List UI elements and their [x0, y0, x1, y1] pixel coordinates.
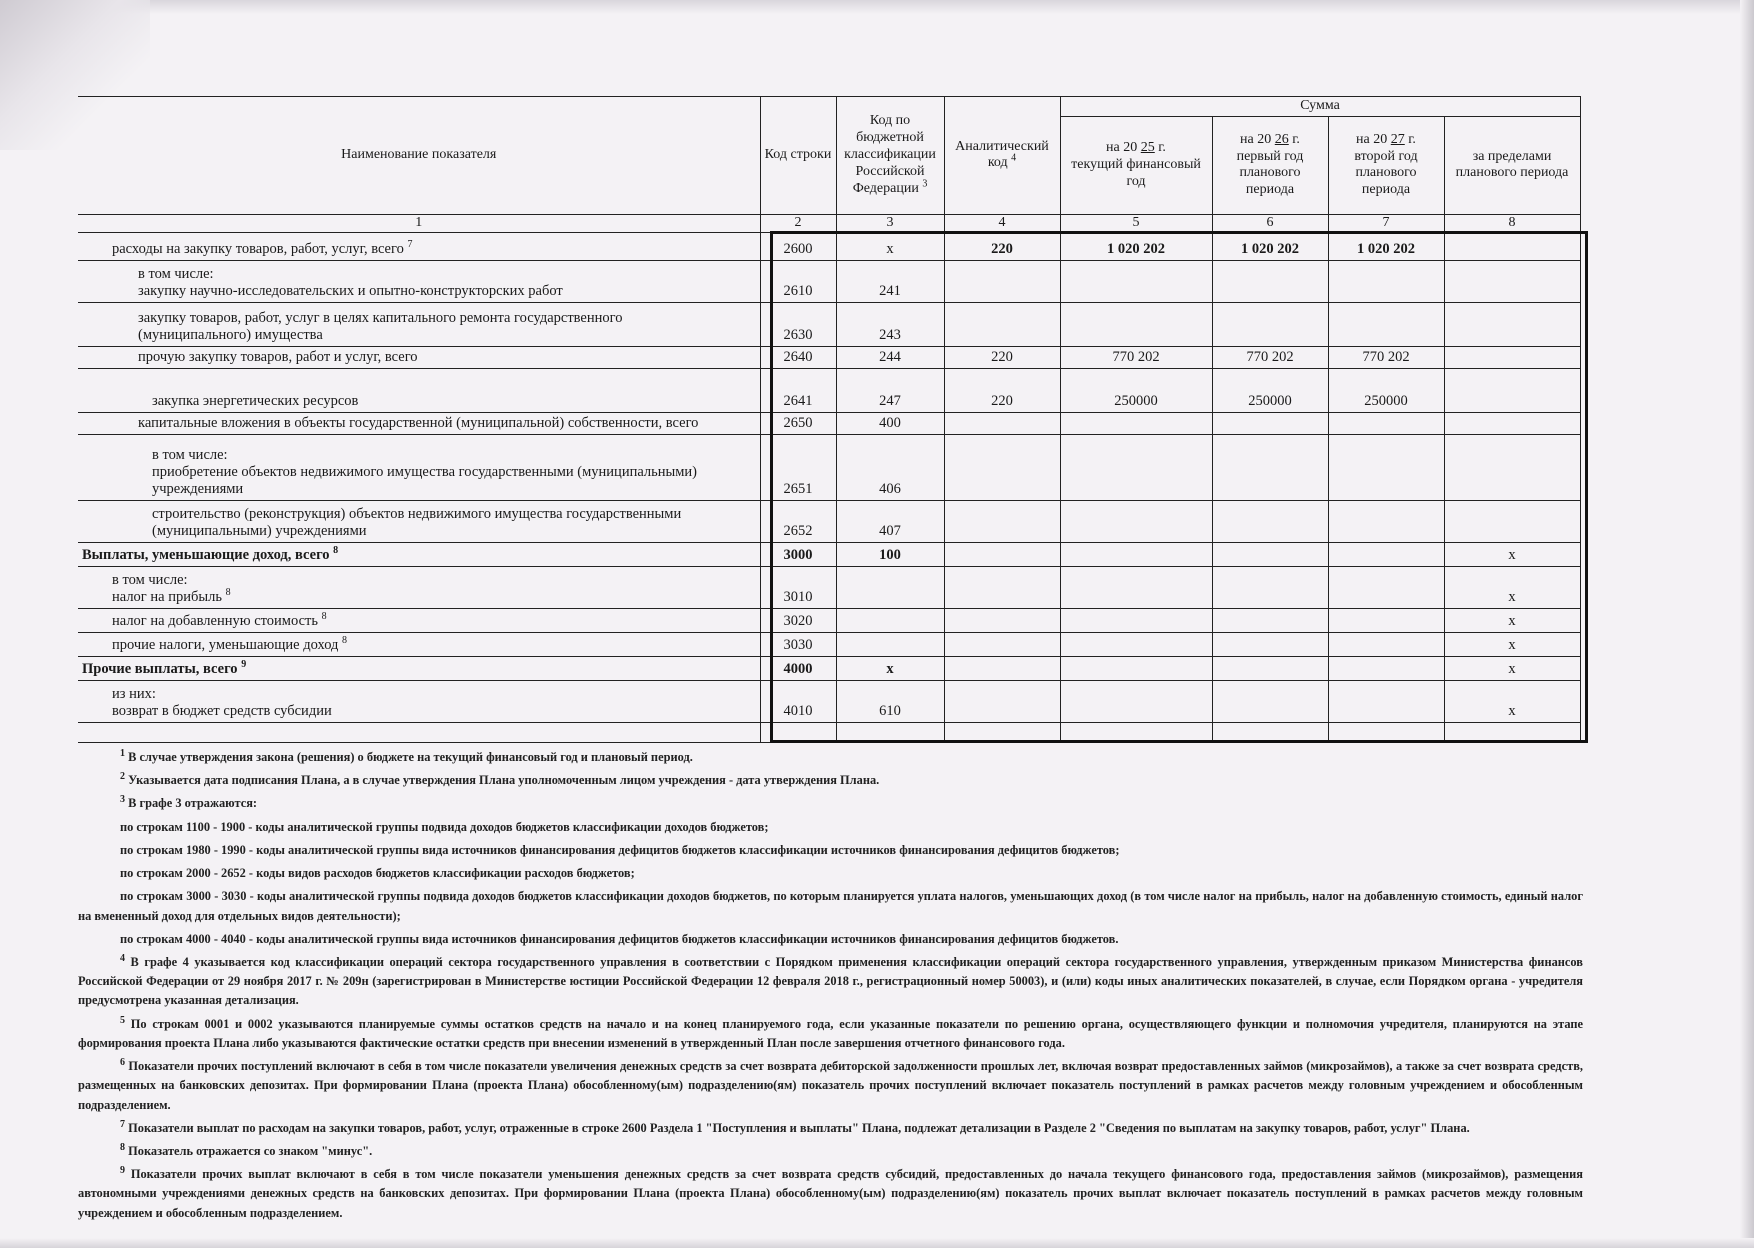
row-beyond: x: [1444, 632, 1580, 656]
row-code: 2600: [760, 232, 836, 260]
row-beyond: x: [1444, 608, 1580, 632]
row-year-2: [1212, 302, 1328, 346]
table-row: [78, 680, 1580, 722]
row-year-1: 770 202: [1060, 346, 1212, 368]
header-analytic: Аналитический код $^4$: [944, 97, 1060, 215]
row-name: Выплаты, уменьшающие доход, всего $^8$: [78, 542, 760, 566]
row-bcc: x: [836, 656, 944, 680]
empty-cell: [1060, 722, 1212, 742]
row-analytic: [944, 566, 1060, 608]
row-code: 4010: [760, 680, 836, 722]
table-row: [78, 434, 1580, 500]
row-code: 2641: [760, 368, 836, 412]
row-year-1: 1 020 202: [1060, 232, 1212, 260]
table-row: [78, 302, 1580, 346]
row-code: 2650: [760, 412, 836, 434]
row-bcc: 406: [836, 434, 944, 500]
row-bcc: 243: [836, 302, 944, 346]
footnote-2: $^2$ Указывается дата подписания Плана, а в случае утверждения Плана уполномоченным лицом учреждения - дата утверждения Плана.: [120, 771, 880, 788]
row-analytic: 220: [944, 346, 1060, 368]
row-year-3: 1 020 202: [1328, 232, 1444, 260]
row-bcc: [836, 566, 944, 608]
row-year-3: 250000: [1328, 368, 1444, 412]
row-year-1: [1060, 680, 1212, 722]
row-name: налог на добавленную стоимость $^8$: [78, 608, 760, 632]
empty-cell: [760, 722, 836, 742]
row-analytic: [944, 632, 1060, 656]
row-bcc: 407: [836, 500, 944, 542]
row-year-3: [1328, 632, 1444, 656]
scan-right-edge: [1740, 0, 1754, 1248]
row-year-3: [1328, 260, 1444, 302]
col-number: 6: [1212, 214, 1328, 232]
row-year-1: [1060, 566, 1212, 608]
row-year-2: [1212, 500, 1328, 542]
row-beyond: [1444, 232, 1580, 260]
header-name: Наименование показателя: [78, 97, 760, 215]
row-year-3: [1328, 656, 1444, 680]
table-row: [78, 260, 1580, 302]
header-bcc: Код по бюджетной классификации Российской Федерации $^3$: [836, 97, 944, 215]
footnotes: [78, 748, 1583, 1227]
empty-cell: [1328, 722, 1444, 742]
footnote-6: $^6$ Показатели прочих поступлений включают в себя в том числе показатели увеличения денежных средств за счет возврата дебиторской задолженности прошлых лет, включая возврат предоставленных займов (микрозаймов), а также за счет возврата средств, размещенных на банковских депозитах. При формировании Плана (проекта Плана) обособленному(ым) подразделению(ям) показатель прочих поступлений включает показатель поступлений в рамках расчетов между головным учреждением и обособленным подразделением.: [78, 1056, 1583, 1112]
row-year-3: [1328, 680, 1444, 722]
row-analytic: [944, 302, 1060, 346]
row-code: 2640: [760, 346, 836, 368]
scan-top-edge: [0, 0, 1754, 14]
row-code: 3010: [760, 566, 836, 608]
row-name: прочую закупку товаров, работ и услуг, всего: [78, 346, 760, 368]
row-year-1: [1060, 260, 1212, 302]
row-analytic: [944, 412, 1060, 434]
row-code: 3020: [760, 608, 836, 632]
footnote-3d: по строкам 3000 - 3030 - коды аналитической группы подвида доходов бюджетов классификации доходов бюджетов, по которым планируется уплата налогов, уменьшающих доход (в том числе налог на прибыль, налог на добавленную стоимость, единый налог на вмененный доход для отдельных видов деятельности);: [78, 889, 1583, 923]
footnote-5: $^5$ По строкам 0001 и 0002 указываются планируемые суммы остатков средств на начало и на конец планируемого года, если указанные показатели по решению органа, осуществляющего функции и полномочия учредителя, планируются на этапе формирования проекта Плана либо указываются фактические остатки средств при внесении изменений в утвержденный План после завершения отчетного финансового года.: [78, 1014, 1583, 1050]
row-year-1: [1060, 434, 1212, 500]
row-bcc: [836, 632, 944, 656]
row-year-2: 1 020 202: [1212, 232, 1328, 260]
footnote-3b: по строкам 1980 - 1990 - коды аналитической группы вида источников финансирования дефицитов бюджетов классификации источников финансирования дефицитов бюджетов;: [120, 842, 1120, 857]
header-year-3: на 20 27 г. второй год планового периода: [1328, 116, 1444, 214]
footnote-3: $^3$ В графе 3 отражаются:: [120, 794, 258, 811]
row-beyond: [1444, 368, 1580, 412]
row-year-1: 250000: [1060, 368, 1212, 412]
row-analytic: [944, 260, 1060, 302]
row-beyond: [1444, 346, 1580, 368]
row-code: 2651: [760, 434, 836, 500]
row-analytic: [944, 434, 1060, 500]
row-name: в том числе: закупку научно-исследовательских и опытно-конструкторских работ: [78, 260, 760, 302]
row-analytic: [944, 500, 1060, 542]
row-name: капитальные вложения в объекты государственной (муниципальной) собственности, всего: [78, 412, 760, 434]
table-row: [78, 346, 1580, 368]
row-name: закупка энергетических ресурсов: [78, 368, 760, 412]
header-year-1: на 20 25 г. текущий финансовый год: [1060, 116, 1212, 214]
table-row-empty: [78, 722, 1580, 742]
row-year-1: [1060, 302, 1212, 346]
table-row: [78, 608, 1580, 632]
row-analytic: [944, 656, 1060, 680]
row-analytic: 220: [944, 368, 1060, 412]
row-year-2: [1212, 260, 1328, 302]
row-name: строительство (реконструкция) объектов недвижимого имущества государственными (муниципальными) учреждениями: [78, 500, 760, 542]
table-row: [78, 232, 1580, 260]
row-bcc: 610: [836, 680, 944, 722]
row-code: 3000: [760, 542, 836, 566]
col-number: 3: [836, 214, 944, 232]
row-year-1: [1060, 656, 1212, 680]
row-year-2: [1212, 566, 1328, 608]
row-beyond: x: [1444, 542, 1580, 566]
row-beyond: [1444, 260, 1580, 302]
row-beyond: x: [1444, 680, 1580, 722]
table-row: [78, 632, 1580, 656]
row-beyond: [1444, 412, 1580, 434]
header-sum: Сумма: [1060, 97, 1580, 117]
row-year-3: [1328, 608, 1444, 632]
row-beyond: [1444, 434, 1580, 500]
empty-cell: [836, 722, 944, 742]
row-name: закупку товаров, работ, услуг в целях капитального ремонта государственного (муниципального) имущества: [78, 302, 760, 346]
row-code: 2610: [760, 260, 836, 302]
row-year-3: [1328, 434, 1444, 500]
col-number: 8: [1444, 214, 1580, 232]
row-year-3: [1328, 542, 1444, 566]
row-analytic: [944, 608, 1060, 632]
row-analytic: [944, 542, 1060, 566]
row-bcc: [836, 608, 944, 632]
col-number: 5: [1060, 214, 1212, 232]
row-name: прочие налоги, уменьшающие доход $^8$: [78, 632, 760, 656]
row-year-1: [1060, 412, 1212, 434]
row-code: 2652: [760, 500, 836, 542]
row-code: 3030: [760, 632, 836, 656]
footnote-7: $^7$ Показатели выплат по расходам на закупки товаров, работ, услуг, отраженные в строке 2600 Раздела 1 "Поступления и выплаты" Плана, подлежат детализации в Разделе 2 "Сведения по выплатам на закупку товаров, работ, услуг" Плана.: [120, 1118, 1470, 1135]
row-name: в том числе: налог на прибыль $^8$: [78, 566, 760, 608]
scan-bottom-edge: [0, 1238, 1754, 1248]
row-bcc: x: [836, 232, 944, 260]
col-number: 1: [78, 214, 760, 232]
table-row: [78, 412, 1580, 434]
col-number: 4: [944, 214, 1060, 232]
table-row: [78, 368, 1580, 412]
row-analytic: [944, 680, 1060, 722]
row-code: 4000: [760, 656, 836, 680]
row-year-2: [1212, 542, 1328, 566]
row-year-1: [1060, 632, 1212, 656]
empty-cell: [1444, 722, 1580, 742]
row-name: в том числе: приобретение объектов недвижимого имущества государственными (муниципальными) учреждениями: [78, 434, 760, 500]
row-code: 2630: [760, 302, 836, 346]
row-name: расходы на закупку товаров, работ, услуг, всего $^7$: [78, 232, 760, 260]
footnote-1: $^1$ В случае утверждения закона (решения) о бюджете на текущий финансовый год и плановый период.: [120, 747, 693, 764]
row-year-2: 250000: [1212, 368, 1328, 412]
footnote-8: $^8$ Показатель отражается со знаком "минус".: [120, 1141, 373, 1158]
row-year-2: [1212, 412, 1328, 434]
row-beyond: x: [1444, 566, 1580, 608]
col-number: 7: [1328, 214, 1444, 232]
row-year-2: 770 202: [1212, 346, 1328, 368]
empty-cell: [944, 722, 1060, 742]
row-bcc: 241: [836, 260, 944, 302]
header-year-2: на 20 26 г. первый год планового периода: [1212, 116, 1328, 214]
footnote-3a: по строкам 1100 - 1900 - коды аналитической группы подвида доходов бюджетов классификации доходов бюджетов;: [120, 819, 769, 834]
row-year-2: [1212, 680, 1328, 722]
row-year-1: [1060, 608, 1212, 632]
row-year-3: 770 202: [1328, 346, 1444, 368]
row-bcc: 400: [836, 412, 944, 434]
row-analytic: 220: [944, 232, 1060, 260]
plan-table: [78, 96, 1581, 743]
row-year-1: [1060, 500, 1212, 542]
row-year-1: [1060, 542, 1212, 566]
row-year-2: [1212, 434, 1328, 500]
footnote-3c: по строкам 2000 - 2652 - коды видов расходов бюджетов классификации расходов бюджетов;: [120, 866, 635, 881]
header-beyond: за пределами планового периода: [1444, 116, 1580, 214]
row-year-2: [1212, 632, 1328, 656]
row-name: из них: возврат в бюджет средств субсидии: [78, 680, 760, 722]
header-code: Код строки: [760, 97, 836, 215]
row-year-3: [1328, 412, 1444, 434]
table-row: [78, 500, 1580, 542]
row-beyond: [1444, 302, 1580, 346]
row-beyond: [1444, 500, 1580, 542]
footnote-9: $^9$ Показатели прочих выплат включают в себя в том числе показатели уменьшения денежных средств за счет возврата средств субсидий, предоставленных до начала текущего финансового года, предоставления займов (микрозаймов), размещения автономными учреждениями денежных средств на банковских депозитах. При формировании Плана (проекта Плана) обособленному(ым) подразделению(ям) показатель прочих выплат включает показатель поступлений в рамках расчетов между головным учреждением и обособленным подразделением.: [78, 1165, 1583, 1220]
row-year-3: [1328, 500, 1444, 542]
row-bcc: 100: [836, 542, 944, 566]
row-year-3: [1328, 566, 1444, 608]
row-year-2: [1212, 656, 1328, 680]
row-year-2: [1212, 608, 1328, 632]
row-year-3: [1328, 302, 1444, 346]
col-number: 2: [760, 214, 836, 232]
row-bcc: 247: [836, 368, 944, 412]
footnote-3e: по строкам 4000 - 4040 - коды аналитической группы вида источников финансирования дефицитов бюджетов классификации источников финансирования дефицитов бюджетов.: [120, 931, 1119, 946]
footnote-4: $^4$ В графе 4 указывается код классификации операций сектора государственного управления в соответствии с Порядком применения классификации операций сектора государственного управления, утвержденным приказом Министерства финансов Российской Федерации от 29 ноября 2017 г. № 209н (зарегистрирован в Министерстве юстиции Российской Федерации 12 февраля 2018 г., регистрационный номер 50003), и (или) коды иных аналитических показателей, в случае, если Порядком органа - учредителя предусмотрена указанная детализация.: [78, 952, 1584, 1008]
row-name: Прочие выплаты, всего $^9$: [78, 656, 760, 680]
table-row: [78, 542, 1580, 566]
table-row: [78, 656, 1580, 680]
empty-cell: [78, 722, 760, 742]
row-bcc: 244: [836, 346, 944, 368]
row-beyond: x: [1444, 656, 1580, 680]
empty-cell: [1212, 722, 1328, 742]
table-row: [78, 566, 1580, 608]
